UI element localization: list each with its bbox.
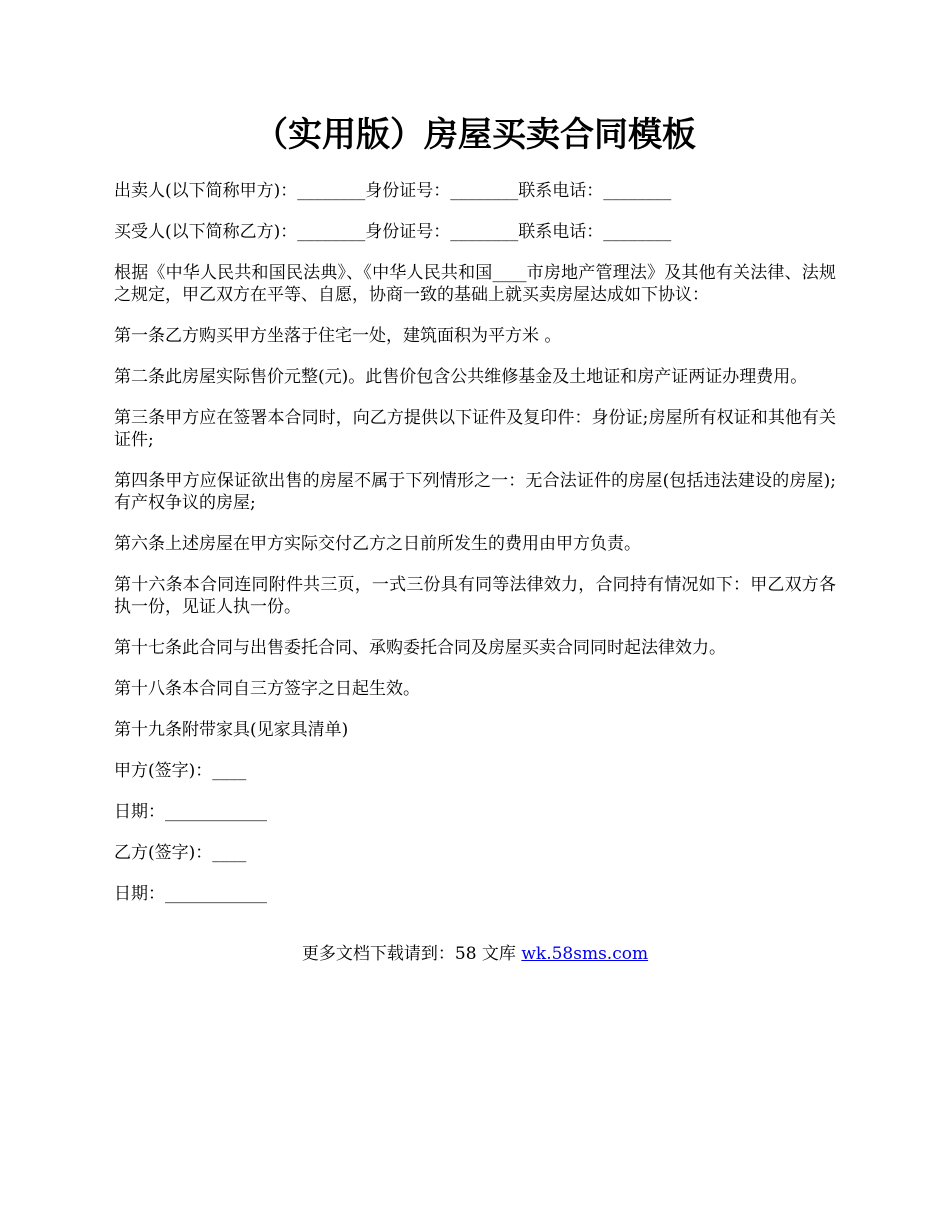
footer-text: 更多文档下载请到：58 文库	[301, 944, 522, 964]
download-footer	[0, 943, 950, 965]
document-body	[114, 180, 836, 924]
clause-16: 第十六条本合同连同附件共三页，一式三份具有同等法律效力，合同持有情况如下：甲乙双方各执一份，见证人执一份。	[114, 575, 836, 617]
footer-link[interactable]: wk.58sms.com	[521, 944, 649, 964]
clause-1: 第一条乙方购买甲方坐落于住宅一处，建筑面积为平方米 。	[114, 326, 562, 346]
clause-3: 第三条甲方应在签署本合同时，向乙方提供以下证件及复印件：身份证;房屋所有权证和其他有关证件;	[114, 408, 836, 450]
clause-4: 第四条甲方应保证欲出售的房屋不属于下列情形之一：无合法证件的房屋(包括违法建设的房屋);有产权争议的房屋;	[114, 471, 836, 513]
preamble-paragraph: 根据《中华人民共和国民法典》、《中华人民共和国____市房地产管理法》及其他有关法律、法规之规定，甲乙双方在平等、自愿，协商一致的基础上就买卖房屋达成如下协议：	[114, 263, 836, 305]
clause-19: 第十九条附带家具(见家具清单)	[114, 720, 349, 740]
clause-2: 第二条此房屋实际售价元整(元)。此售价包含公共维修基金及土地证和房产证两证办理费用。	[114, 367, 808, 387]
buyer-info-line: 买受人(以下简称乙方)：________身份证号：________联系电话：________	[114, 222, 672, 242]
clause-6: 第六条上述房屋在甲方实际交付乙方之日前所发生的费用由甲方负责。	[114, 534, 641, 554]
party-b-date-line: 日期：____________	[114, 884, 267, 904]
party-a-signature-line: 甲方(签字)：____	[114, 761, 247, 781]
party-b-signature-line: 乙方(签字)：____	[114, 843, 247, 863]
clause-18: 第十八条本合同自三方签字之日起生效。	[114, 679, 420, 699]
document-title: （实用版）房屋买卖合同模板	[254, 115, 696, 155]
party-a-date-line: 日期：____________	[114, 802, 267, 822]
clause-17: 第十七条此合同与出售委托合同、承购委托合同及房屋买卖合同同时起法律效力。	[114, 638, 726, 658]
seller-info-line: 出卖人(以下简称甲方)：________身份证号：________联系电话：________	[114, 181, 672, 201]
